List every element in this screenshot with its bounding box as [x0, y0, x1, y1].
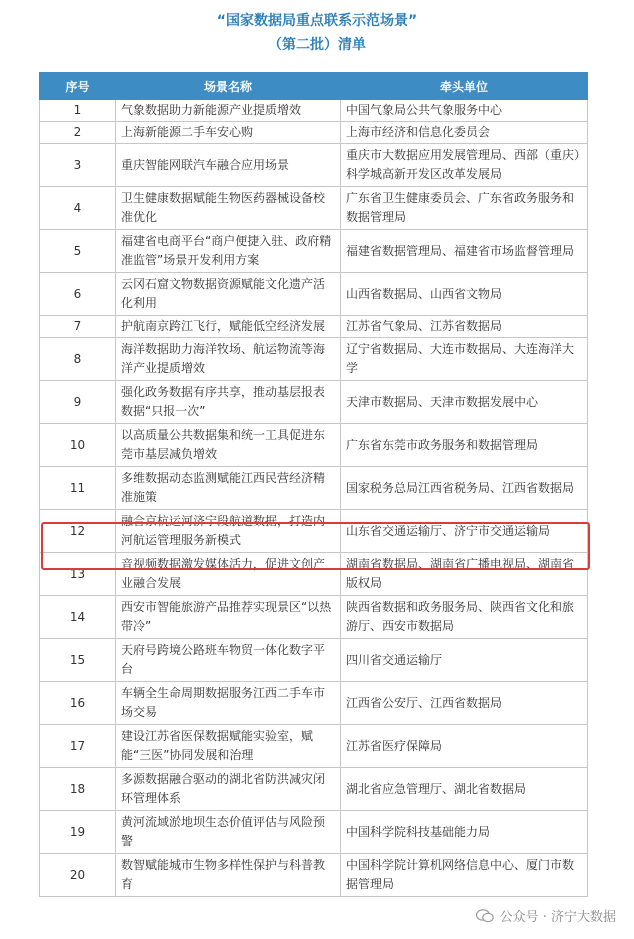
cell-scene: 天府号跨境公路班车物贸一体化数字平台: [116, 639, 341, 682]
table-row: [40, 596, 588, 639]
cell-scene: 福建省电商平台“商户便捷入驻、政府精准监管”场景开发利用方案: [116, 230, 341, 273]
cell-seq: 20: [40, 854, 116, 897]
table-row: [40, 639, 588, 682]
cell-unit: 广东省卫生健康委员会、广东省政务服务和数据管理局: [341, 187, 588, 230]
table-row: [40, 316, 588, 338]
cell-unit: 陕西省数据和政务服务局、陕西省文化和旅游厅、西安市数据局: [341, 596, 588, 639]
cell-unit: 国家税务总局江西省税务局、江西省数据局: [341, 467, 588, 510]
cell-seq: 6: [40, 273, 116, 316]
cell-seq: 2: [40, 122, 116, 144]
cell-seq: 3: [40, 144, 116, 187]
header-seq: 序号: [40, 73, 116, 100]
cell-unit: 山东省交通运输厅、济宁市交通运输局: [341, 510, 588, 553]
header-scene: 场景名称: [116, 73, 341, 100]
cell-seq: 12: [40, 510, 116, 553]
cell-seq: 15: [40, 639, 116, 682]
cell-scene: 音视频数据激发媒体活力，促进文创产业融合发展: [116, 553, 341, 596]
table-header-row: [40, 73, 588, 100]
cell-scene: 车辆全生命周期数据服务江西二手车市场交易: [116, 682, 341, 725]
watermark-text: 公众号 · 济宁大数据: [499, 910, 616, 925]
cell-scene: 建设江苏省医保数据赋能实验室，赋能“三医”协同发展和治理: [116, 725, 341, 768]
cell-scene: 海洋数据助力海洋牧场、航运物流等海洋产业提质增效: [116, 338, 341, 381]
table-row: [40, 768, 588, 811]
table-row: [40, 553, 588, 596]
table-row: [40, 144, 588, 187]
table-row: [40, 854, 588, 897]
cell-scene: 重庆智能网联汽车融合应用场景: [116, 144, 341, 187]
cell-unit: 广东省东莞市政务服务和数据管理局: [341, 424, 588, 467]
scene-list-table: [39, 72, 588, 897]
cell-scene: 多源数据融合驱动的湖北省防洪减灾闭环管理体系: [116, 768, 341, 811]
cell-unit: 江西省公安厅、江西省数据局: [341, 682, 588, 725]
cell-seq: 13: [40, 553, 116, 596]
table-row: [40, 230, 588, 273]
table-row: [40, 100, 588, 122]
cell-seq: 18: [40, 768, 116, 811]
cell-unit: 湖南省数据局、湖南省广播电视局、湖南省版权局: [341, 553, 588, 596]
cell-unit: 江苏省气象局、江苏省数据局: [341, 316, 588, 338]
cell-seq: 1: [40, 100, 116, 122]
table-body: [40, 100, 588, 897]
cell-seq: 10: [40, 424, 116, 467]
table-row: [40, 381, 588, 424]
cell-scene: 数智赋能城市生物多样性保护与科普教育: [116, 854, 341, 897]
cell-unit: 福建省数据管理局、福建省市场监督管理局: [341, 230, 588, 273]
table-row: [40, 338, 588, 381]
cell-scene: 上海新能源二手车安心购: [116, 122, 341, 144]
table-row: [40, 467, 588, 510]
table-row: [40, 811, 588, 854]
cell-seq: 19: [40, 811, 116, 854]
cell-scene: 气象数据助力新能源产业提质增效: [116, 100, 341, 122]
watermark: [472, 904, 620, 927]
header-unit: 牵头单位: [341, 73, 588, 100]
table-row: [40, 187, 588, 230]
cell-scene: 黄河流域淤地坝生态价值评估与风险预警: [116, 811, 341, 854]
cell-seq: 8: [40, 338, 116, 381]
table-row: [40, 682, 588, 725]
cell-unit: 中国科学院科技基础能力局: [341, 811, 588, 854]
table-row: [40, 510, 588, 553]
cell-unit: 湖北省应急管理厅、湖北省数据局: [341, 768, 588, 811]
cell-unit: 天津市数据局、天津市数据发展中心: [341, 381, 588, 424]
cell-unit: 四川省交通运输厅: [341, 639, 588, 682]
table-row: [40, 273, 588, 316]
cell-unit: 江苏省医疗保障局: [341, 725, 588, 768]
cell-unit: 山西省数据局、山西省文物局: [341, 273, 588, 316]
cell-scene: 多维数据动态监测赋能江西民营经济精准施策: [116, 467, 341, 510]
page-title: “国家数据局重点联系示范场景”: [216, 13, 418, 29]
cell-seq: 4: [40, 187, 116, 230]
cell-seq: 9: [40, 381, 116, 424]
cell-scene: 强化政务数据有序共享，推动基层报表数据“只报一次”: [116, 381, 341, 424]
cell-scene: 卫生健康数据赋能生物医药器械设备校准优化: [116, 187, 341, 230]
cell-seq: 16: [40, 682, 116, 725]
cell-seq: 5: [40, 230, 116, 273]
cell-scene: 西安市智能旅游产品推荐实现景区“以热带冷”: [116, 596, 341, 639]
cell-seq: 11: [40, 467, 116, 510]
cell-seq: 14: [40, 596, 116, 639]
cell-scene: 融合京杭运河济宁段航道数据，打造内河航运管理服务新模式: [116, 510, 341, 553]
cell-unit: 中国科学院计算机网络信息中心、厦门市数据管理局: [341, 854, 588, 897]
table-row: [40, 725, 588, 768]
page-subtitle: （第二批）清单: [268, 37, 366, 53]
cell-unit: 上海市经济和信息化委员会: [341, 122, 588, 144]
cell-scene: 护航南京跨江飞行，赋能低空经济发展: [116, 316, 341, 338]
cell-seq: 17: [40, 725, 116, 768]
cell-scene: 以高质量公共数据集和统一工具促进东莞市基层减负增效: [116, 424, 341, 467]
wechat-icon: [476, 909, 494, 923]
cell-unit: 重庆市大数据应用发展管理局、西部（重庆）科学城高新开发区改革发展局: [341, 144, 588, 187]
cell-seq: 7: [40, 316, 116, 338]
cell-scene: 云冈石窟文物数据资源赋能文化遗产活化利用: [116, 273, 341, 316]
table-row: [40, 424, 588, 467]
cell-unit: 中国气象局公共气象服务中心: [341, 100, 588, 122]
cell-unit: 辽宁省数据局、大连市数据局、大连海洋大学: [341, 338, 588, 381]
table-row: [40, 122, 588, 144]
